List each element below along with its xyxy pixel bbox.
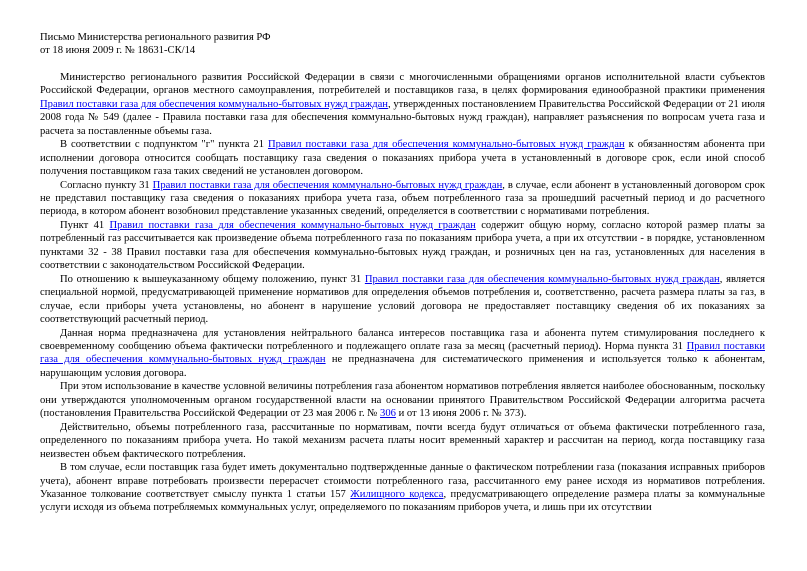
paragraph bbox=[40, 179, 765, 219]
paragraph bbox=[40, 327, 765, 381]
document-link[interactable]: Правил поставки газа для обеспечения коммунально-бытовых нужд граждан bbox=[152, 179, 503, 191]
paragraph-text: , в случае, если абонент в установленный договором срок не представил поставщику газа сведения о показаниях прибора учета газа, объем потребленного газа за прошедший расчетный период и до расчетного периода, в котором абонент возобновил представление указанных сведений, определяется в соответствии с нормативами потребления. bbox=[40, 179, 766, 218]
paragraph-text: содержит общую норму, согласно которой размер платы за потребленный газ рассчитывается как произведение объема потребленного газа по показаниям прибора учета, а при их отсутствии - в порядке, установленном пунктами 32 - 38 Правил поставки газа для обеспечения коммунально-бытовых нужд граждан, и розничных цен на газ, установленных для населения в соответствии с законодательством Российской Федерации. bbox=[40, 219, 765, 272]
paragraph-text: Министерство регионального развития Российской Федерации в связи с многочисленными обращениями органов исполнительной власти субъектов Российской Федерации, органов местного самоуправления, потребителей и поставщиков газа, в целях формирования единообразной практики применения bbox=[40, 71, 765, 97]
paragraph-text: Согласно пункту 31 bbox=[60, 179, 153, 191]
paragraph bbox=[40, 71, 765, 138]
document-link[interactable]: 306 bbox=[380, 408, 396, 420]
document-date-number: от 18 июня 2009 г. № 18631-СК/14 bbox=[40, 45, 196, 57]
paragraph-text: , утвержденных постановлением Правительства Российской Федерации от 21 июля 2008 года № 549 (далее - Правила поставки газа для обеспечения коммунально-бытовых нужд граждан), направляет разъяснения по вопросам учета газа и расчета за поставленные объемы газа. bbox=[40, 98, 766, 137]
paragraph-text: к обязанностям абонента при исполнении договора относится сообщать поставщику газа сведения о показаниях прибора учета в установленный в договоре срок, если иной способ получения поставщиком газа таких сведений не установлен договором. bbox=[40, 139, 765, 178]
paragraph bbox=[40, 380, 765, 420]
paragraph-text: При этом использование в качестве условной величины потребления газа абонентом нормативов потребления является наиболее обоснованным, поскольку они утверждаются уполномоченным органом государственной власти на основании принятого Правительством Российской Федерации алгоритма расчета (постановления Правительства Российской Федерации от 23 мая 2006 г. № bbox=[40, 381, 765, 420]
paragraph bbox=[40, 138, 765, 178]
paragraph-text: Действительно, объемы потребленного газа, рассчитанные по нормативам, почти всегда будут отличаться от объема фактически потребленного газа, определенного по показаниям прибора учета. Но такой механизм расчета платы носит временный характер и рассчитан на период, когда поставщику газа неизвестен объем фактического потребления. bbox=[40, 421, 765, 460]
document-link[interactable]: Жилищного кодекса bbox=[350, 488, 444, 500]
document-link[interactable]: Правил поставки газа для обеспечения коммунально-бытовых нужд граждан bbox=[267, 139, 625, 151]
paragraph-text: В соответствии с подпунктом "г" пункта 21 bbox=[60, 139, 268, 151]
document-link[interactable]: Правил поставки газа для обеспечения коммунально-бытовых нужд граждан bbox=[40, 98, 388, 110]
paragraph-text: Данная норма предназначена для установления нейтрального баланса интересов поставщика газа и абонента путем стимулирования последнего к своевременному сообщению объема фактически потребленного и подлежащего оплате газа за месяц (расчетный период). Норма пункта 31 bbox=[40, 327, 765, 352]
paragraph bbox=[40, 219, 765, 273]
paragraph-text: , является специальной нормой, предусматривающей применение нормативов для определения объемов потребления и, соответственно, расчета размера платы за газ, в случае, если приборы учета установлены, но абонент в нарушение условий договора не предоставляет поставщику сведения об их показаниях за соответствующий расчетный период. bbox=[40, 273, 766, 326]
paragraph bbox=[40, 461, 765, 515]
paragraph bbox=[40, 421, 765, 461]
document-title: Письмо Министерства регионального развития РФ bbox=[40, 32, 271, 43]
document-link[interactable]: Правил поставки газа для обеспечения коммунально-бытовых нужд граждан bbox=[40, 340, 766, 366]
paragraph-text: По отношению к вышеуказанному общему положению, пункт 31 bbox=[60, 273, 365, 285]
document-link[interactable]: Правил поставки газа для обеспечения коммунально-бытовых нужд граждан bbox=[109, 219, 476, 231]
document-header bbox=[40, 31, 765, 58]
paragraph-text: В том случае, если поставщик газа будет иметь документально подтвержденные данные о фактическом потреблении газа (показания исправных приборов учета), абонент вправе потребовать произвести перерасчет стоимости потребленного газа, рассчитанного ему ранее исходя из нормативов потребления. Указанное толкование соответствует смыслу пункта 1 статьи 157 bbox=[40, 462, 765, 500]
document-link[interactable]: Правил поставки газа для обеспечения коммунально-бытовых нужд граждан bbox=[364, 273, 720, 285]
paragraph-text: Пункт 41 bbox=[60, 219, 110, 231]
paragraph-text: и от 13 июня 2006 г. № 373). bbox=[395, 408, 527, 420]
paragraph-text: , предусматривающего определение размера платы за коммунальные услуги исходя из объема потребляемых коммунальных услуг, определяемого по показаниям приборов учета, и лишь при их отсутствии bbox=[40, 488, 765, 514]
document-body bbox=[40, 71, 765, 515]
paragraph bbox=[40, 273, 765, 327]
paragraph-text: не предназначена для систематического применения и используется только к абонентам, нарушающим условия договора. bbox=[40, 354, 765, 379]
